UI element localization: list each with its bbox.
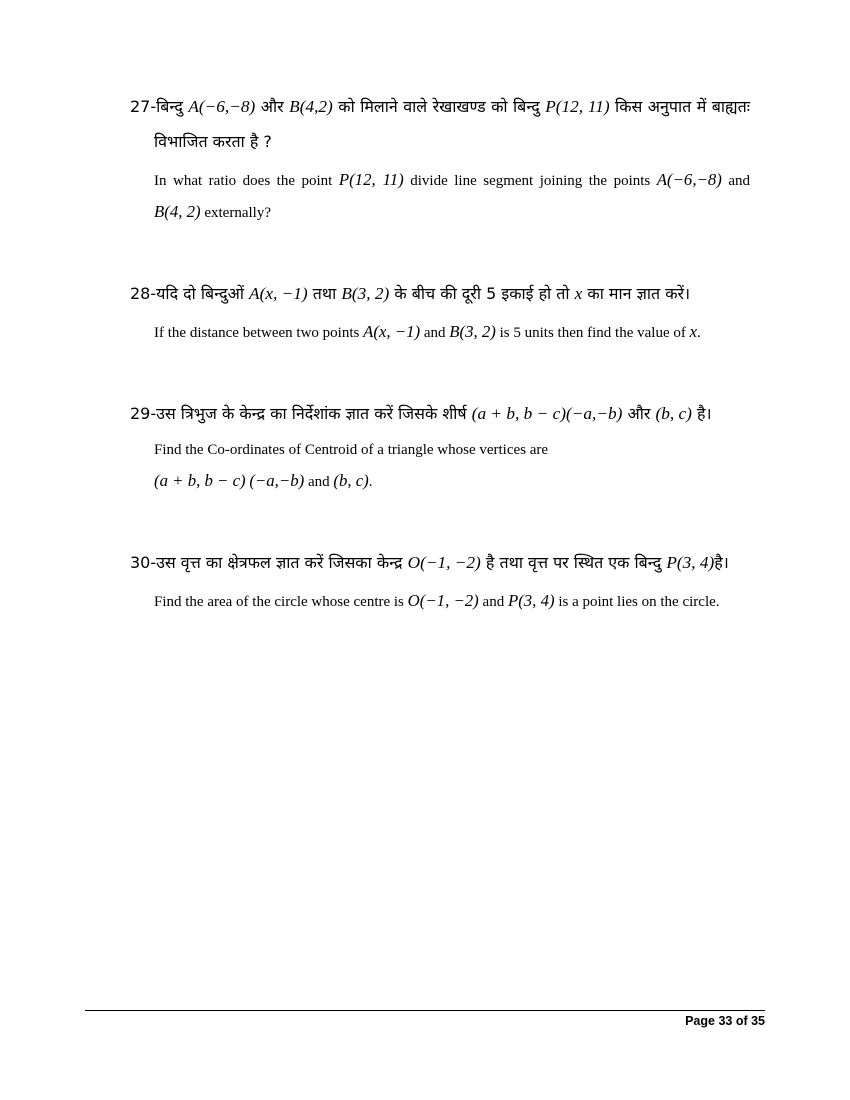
question-27-english-text: In what ratio does the point P(12, 11) divide line segment joining the points A(−6,−8) and B(4, 2) externally?: [154, 169, 750, 222]
question-28-english-text: If the distance between two points A(x, −1) and B(3, 2) is 5 units then find the value of x.: [154, 322, 701, 342]
page-content: [130, 88, 750, 664]
page-number-label: Page 33 of 35: [685, 1014, 765, 1028]
question-29-english-text: Find the Co-ordinates of Centroid of a triangle whose vertices are (a + b, b − c) (−a,−b) and (b, c).: [154, 442, 549, 491]
question-29: [130, 395, 750, 498]
question-28: [130, 275, 750, 349]
question-30-hindi-text: [130, 544, 750, 581]
question-number: 28-: [130, 284, 157, 304]
question-28-hindi-text: [130, 275, 750, 312]
question-30-hindi-segments: उस वृत्त का क्षेत्रफल ज्ञात करें जिसका केन्द्र O(−1, −2) है तथा वृत्त पर स्थित एक बिन्दु P(3, 4)है।: [156, 553, 729, 573]
question-29-hindi-text: [130, 395, 750, 432]
question-30: [130, 544, 750, 618]
page-footer: [85, 1010, 765, 1028]
question-27: [130, 88, 750, 229]
question-number: 30-: [130, 553, 157, 573]
question-30-english-text: Find the area of the circle whose centre is O(−1, −2) and P(3, 4) is a point lies on the circle.: [154, 591, 720, 611]
question-27-hindi-segments: बिन्दु A(−6,−8) और B(4,2) को मिलाने वाले रेखाखण्ड को बिन्दु P(12, 11) किस अनुपात में बाह्यतः विभाजित करता है ?: [154, 97, 750, 152]
question-29-hindi-segments: उस त्रिभुज के केन्द्र का निर्देशांक ज्ञात करें जिसके शीर्ष (a + b, b − c)(−a,−b) और (b, c) है।: [156, 403, 712, 423]
question-number: 29-: [130, 403, 157, 423]
question-27-hindi-text: [130, 88, 750, 160]
question-number: 27-: [130, 97, 157, 116]
question-28-hindi-segments: यदि दो बिन्दुओं A(x, −1) तथा B(3, 2) के बीच की दूरी 5 इकाई हो तो x का मान ज्ञात करें।: [156, 284, 691, 304]
